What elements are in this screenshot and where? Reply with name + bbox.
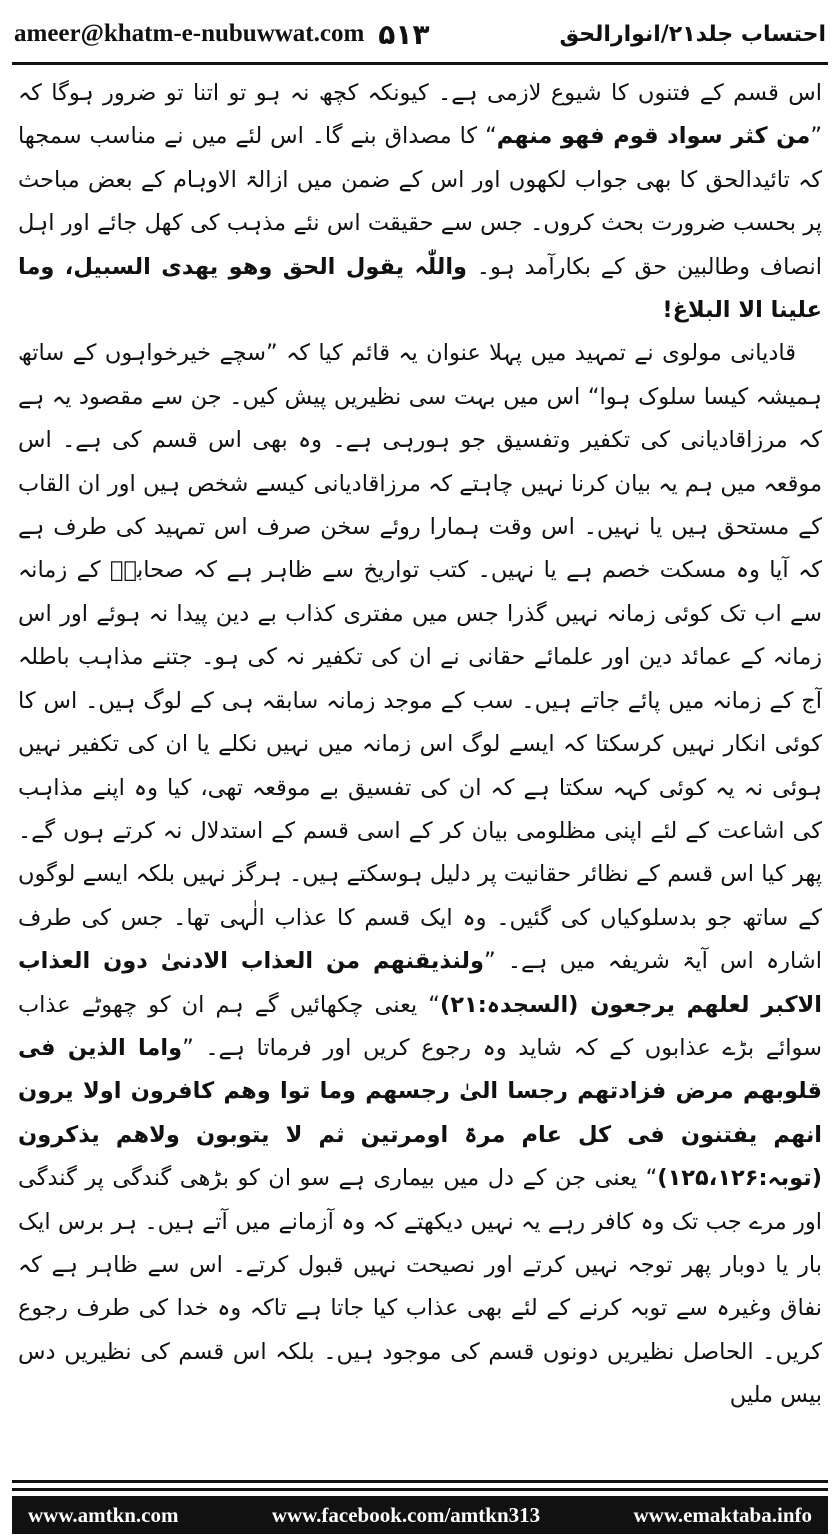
p2-urdu-2: “ یعنی چکھائیں گے ہم ان کو چھوٹے عذاب سوائے بڑے عذابوں کے کہ شاید وہ رجوع کریں اور فرماتا ہے۔ ” [18,991,822,1061]
p1-arabic-quote: من کثر سواد قوم فھو منھم [496,123,811,150]
footer-rule-2 [12,1488,828,1491]
page-body [18,72,822,1470]
header-email: ameer@khatm-e-nubuwwat.com [14,20,365,47]
p2-urdu-3: “ یعنی جن کے دل میں بیماری ہے سو ان کو بڑھی گندگی پر گندگی اور مرے جب تک وہ کافر رہے یہ نہیں دیکھتے کہ وہ آزمانے میں آتے ہیں۔ ہر برس ایک بار یا دوبار پھر توجہ نہیں کرتے اور نصیحت نہیں قبول کرتے۔ اس سے ظاہر ہے کہ نفاق وغیرہ سے توبہ کرنے کے لئے بھی عذاب کیا جاتا ہے تاکہ وہ خدا کی طرف رجوع کریں۔ الحاصل نظیریں دونوں قسم کی موجود ہیں۔ بلکہ اس قسم کی نظیریں دس بیس ملیں [18,1165,822,1409]
footer-link-amtkn[interactable]: www.amtkn.com [28,1502,179,1527]
p1-urdu-1: اس قسم کے فتنوں کا شیوع لازمی ہے۔ کیونکہ کچھ نہ ہو تو اتنا تو ضرور ہوگا کہ ” [18,80,822,150]
page-header [14,10,826,58]
page-number: ۵۱۳ [378,17,430,51]
footer-link-emaktaba[interactable]: www.emaktaba.info [633,1502,812,1527]
p2-urdu-1: قادیانی مولوی نے تمہید میں پہلا عنوان یہ قائم کیا کہ ”سچے خیرخواہوں کے ساتھ ہمیشہ کیسا سلوک ہوا“ اس میں بہت سی نظیریں پیش کیں۔ جن سے مقصود یہ ہے کہ مرزاقادیانی کی تکفیر وتفسیق جو ہورہی ہے۔ وہ بھی اس قسم کی ہے۔ اس موقعہ میں ہم یہ بیان کرنا نہیں چاہتے کہ مرزاقادیانی کیسے شخص ہیں اور ان القاب کے مستحق ہیں یا نہیں۔ اس وقت ہمارا روئے سخن صرف اس تمہید کی طرف ہے کہ آیا وہ مسکت خصم ہے یا نہیں۔ کتب تواریخ سے ظاہر ہے کہ صحابہؓ کے زمانہ سے اب تک کوئی زمانہ نہیں گذرا جس میں مفتری کذاب بے دین پیدا نہ ہوئے اور اس زمانہ کے عمائد دین اور علمائے حقانی نے ان کی تکفیر نہ کی ہو۔ جتنے مذاہب باطلہ آج کے زمانہ میں پائے جاتے ہیں۔ سب کے موجد زمانہ سابقہ ہی کے لوگ ہیں۔ اس کا کوئی انکار نہیں کرسکتا کہ ایسے لوگ اس زمانہ میں نہیں نکلے یا ان کی تکفیر نہیں ہوئی نہ یہ کوئی کہہ سکتا ہے کہ ان کی تفسیق بے موقعہ تھی، کیا وہ اپنے مذاہب کی اشاعت کے لئے اپنی مظلومی بیان کر کے اسی قسم کے استدلال نہ کرتے ہوں گے۔ پھر کیا اس قسم کے نظائر حقانیت پر دلیل ہوسکتے ہیں۔ ہرگز نہیں بلکہ ایسے لوگوں کے ساتھ جو بدسلوکیاں کی گئیں۔ وہ ایک قسم کا عذاب الٰہی تھا۔ جس کی طرف اشارہ اس آیۃ شریفہ میں ہے۔ ” [18,340,822,975]
footer-bar [12,1496,828,1534]
paragraph-2 [18,332,822,1417]
footer-rule-1 [12,1480,828,1483]
header-rule [12,62,828,65]
paragraph-1 [18,72,822,332]
p1-urdu-2: “ کا مصداق بنے گا۔ اس لئے میں نے مناسب سمجھا کہ تائیدالحق کا بھی جواب لکھوں اور اس کے ضمن میں ازالۃ الاوہام کے بعض مباحث پر بحسب ضرورت بحث کروں۔ جس سے حقیقت اس نئے مذہب کی کھل جائے اور اہل انصاف وطالبین حق کے بکارآمد ہو۔ [18,123,822,280]
header-left [14,18,430,51]
p2-arabic-verse-2: واما الذین فی قلوبھم مرض فزادتھم رجسا الیٰ رجسھم وما توا وھم کافرون اولا یرون انھم یفتنون فی کل عام مرۃ اومرتین ثم لا یتوبون ولاھم یذکرون (توبہ:۱۲۵،۱۲۶) [18,1034,822,1192]
p1-arabic-closing: واللّٰہ یقول الحق وھو یھدی السبیل، وما علینا الا البلاغ! [18,253,822,324]
footer-link-facebook[interactable]: www.facebook.com/amtkn313 [271,1502,541,1527]
running-title: احتساب جلد۲۱/انوارالحق [559,21,826,47]
p2-arabic-verse-1: ولنذیقنھم من العذاب الادنیٰ دون العذاب الاکبر لعلھم یرجعون (السجدہ:۲۱) [18,948,822,1018]
